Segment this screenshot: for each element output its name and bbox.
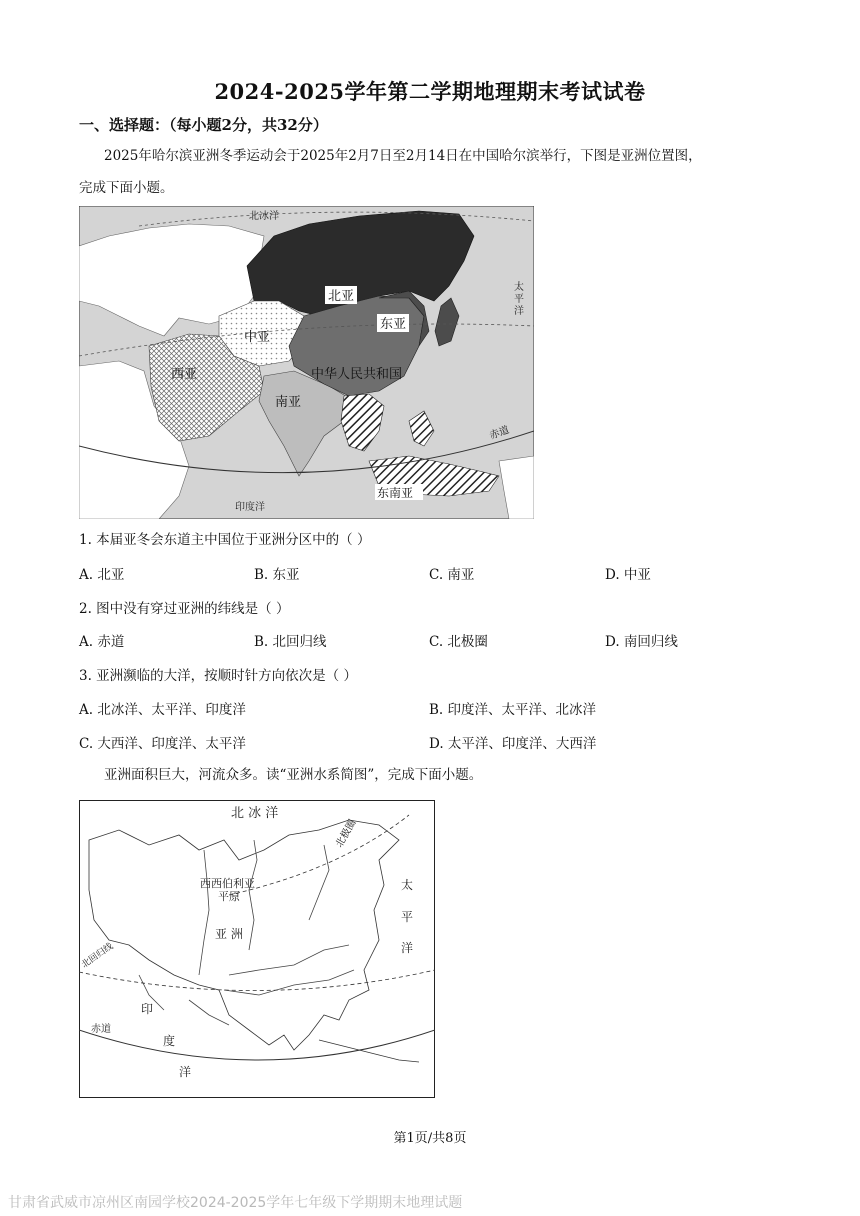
label-china: 中华人民共和国 — [311, 367, 403, 382]
question-3-option-a[interactable]: A. 北冰洋、太平洋、印度洋 — [79, 702, 246, 718]
question-2-option-d[interactable]: D. 南回归线 — [605, 634, 678, 650]
label-pacific-ocean: 太平洋 — [514, 282, 524, 317]
question-2-stem: 2. 图中没有穿过亚洲的纬线是（ ） — [79, 601, 290, 617]
label-siberia-line1: 西西伯利亚 — [200, 877, 255, 890]
label-pacific-1: 太 — [401, 878, 414, 892]
question-2-option-a[interactable]: A. 赤道 — [79, 634, 125, 650]
label-tropic-of-cancer: 北回归线 — [79, 941, 116, 971]
question-1-option-d[interactable]: D. 中亚 — [605, 567, 651, 583]
label-arctic-ocean: 北 冰 洋 — [231, 806, 279, 821]
question-3-option-b[interactable]: B. 印度洋、太平洋、北冰洋 — [429, 702, 597, 718]
label-indian-1: 印 — [141, 1002, 154, 1016]
question-3-stem: 3. 亚洲濒临的大洋，按顺时针方向依次是（ ） — [79, 668, 357, 684]
label-central-asia: 中亚 — [244, 330, 271, 345]
watermark: 甘肃省武威市凉州区南园学校2024-2025学年七年级下学期期末地理试题 — [8, 1195, 463, 1211]
asia-river-map — [79, 800, 435, 1098]
question-1-option-c[interactable]: C. 南亚 — [429, 567, 475, 583]
label-indian-2: 度 — [163, 1034, 176, 1048]
label-southeast-asia: 东南亚 — [377, 486, 414, 500]
section-heading: 一、选择题：（每小题2分，共32分） — [79, 116, 328, 134]
label-west-asia: 西亚 — [171, 367, 198, 382]
label-south-asia: 南亚 — [275, 395, 302, 410]
intro-paragraph-line2: 完成下面小题。 — [79, 180, 174, 196]
label-arctic-ocean: 北冰洋 — [249, 211, 279, 222]
label-east-asia: 东亚 — [380, 317, 407, 332]
question-1-option-b[interactable]: B. 东亚 — [254, 567, 300, 583]
label-indian-ocean: 印度洋 — [235, 502, 265, 513]
label-pacific-2: 平 — [401, 910, 414, 924]
label-asia: 亚 洲 — [215, 927, 243, 941]
label-pacific-3: 洋 — [401, 941, 414, 955]
page-footer: 第1页/共8页 — [393, 1131, 467, 1146]
question-3-option-c[interactable]: C. 大西洋、印度洋、太平洋 — [79, 736, 246, 752]
intro-paragraph-line1: 2025年哈尔滨亚洲冬季运动会于2025年2月7日至2月14日在中国哈尔滨举行，下图是亚洲位置图， — [104, 148, 702, 164]
asia-location-map — [79, 206, 534, 519]
intro-paragraph-2: 亚洲面积巨大，河流众多。读“亚洲水系简图”，完成下面小题。 — [104, 767, 483, 783]
label-indian-3: 洋 — [179, 1065, 192, 1079]
question-2-option-b[interactable]: B. 北回归线 — [254, 634, 327, 650]
question-3-option-d[interactable]: D. 太平洋、印度洋、大西洋 — [429, 736, 597, 752]
label-siberia-line2: 平原 — [218, 890, 240, 903]
question-2-option-c[interactable]: C. 北极圈 — [429, 634, 488, 650]
map-frame — [80, 801, 435, 1098]
exam-title: 2024-2025学年第二学期地理期末考试试卷 — [214, 79, 646, 104]
label-equator: 赤道 — [488, 424, 511, 442]
label-north-asia: 北亚 — [328, 289, 355, 304]
label-equator: 赤道 — [91, 1024, 111, 1035]
question-1-option-a[interactable]: A. 北亚 — [79, 567, 125, 583]
label-arctic-circle: 北极圈 — [334, 818, 359, 850]
question-1-stem: 1. 本届亚冬会东道主中国位于亚洲分区中的（ ） — [79, 532, 371, 548]
